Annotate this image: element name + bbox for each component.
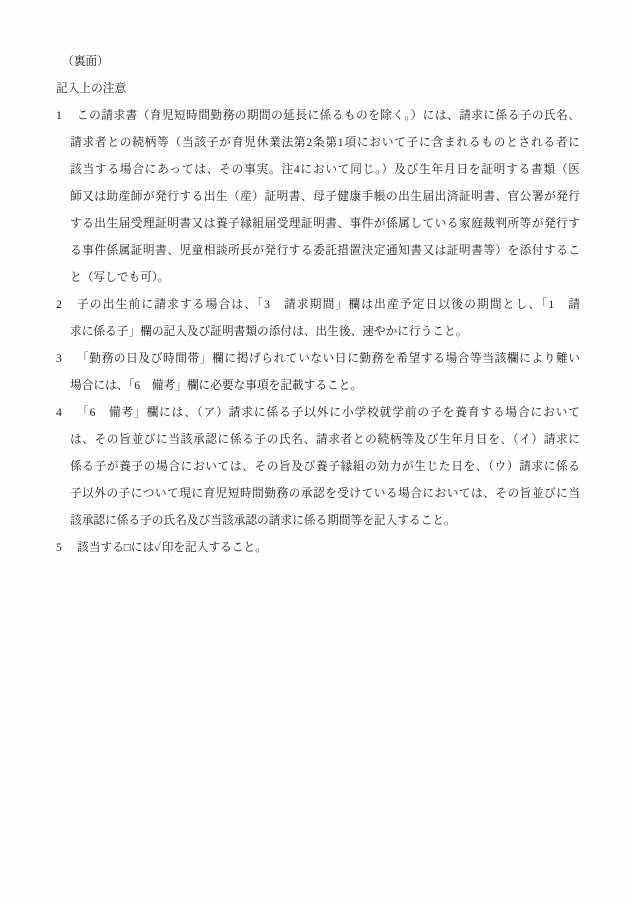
note-line: は、その旨並びに当該承認に係る子の氏名、請求者との続柄等及び生年月日を、（イ）請求に: [70, 433, 580, 446]
note-line: 子の出生前に請求する場合は、「3 請求期間」欄は出産予定日以後の期間とし、「1 請: [77, 298, 580, 311]
note-body: [70, 399, 580, 534]
note-line: 請求者との続柄等（当該子が育児休業法第2条第1項において子に含まれるものとされる者に: [70, 136, 580, 149]
note-line: この請求書（育児短時間勤務の期間の延長に係るものを除く。）には、請求に係る子の氏名、: [77, 109, 580, 122]
note-item: [56, 345, 580, 399]
note-number: 2: [56, 298, 62, 311]
note-item: [56, 102, 580, 291]
note-line: 該当する場合にあっては、その事実。注4において同じ。）及び生年月日を証明する書類（医: [70, 163, 580, 176]
note-number: 1: [56, 109, 62, 122]
note-line: と（写しでも可）。: [70, 271, 170, 284]
note-body: [70, 291, 580, 345]
note-body: [70, 102, 580, 291]
note-line: 「6 備考」欄には、（ア）請求に係る子以外に小学校就学前の子を養育する場合において: [77, 406, 580, 419]
note-line: 該承認に係る子の氏名及び当該承認の請求に係る期間等を記入すること。: [70, 514, 456, 527]
note-line: 場合には、「6 備考」欄に必要な事項を記載すること。: [70, 379, 363, 392]
note-line: 係る子が養子の場合においては、その旨及び養子縁組の効力が生じた日を、（ウ）請求に係る: [70, 460, 580, 473]
document-content: [56, 48, 580, 561]
note-number: 4: [56, 406, 62, 419]
note-number: 5: [56, 541, 62, 554]
note-line: る事件係属証明書、児童相談所長が発行する委託措置決定通知書又は証明書等）を添付するこ: [70, 244, 580, 257]
note-item: [56, 534, 580, 561]
note-item: [56, 291, 580, 345]
note-line: 「勤務の日及び時間帯」欄に掲げられていない日に勤務を希望する場合等当該欄により難い: [77, 352, 580, 365]
note-number: 3: [56, 352, 62, 365]
page-side-label: （裏面）: [62, 55, 109, 68]
notes-list: [56, 102, 580, 561]
note-body: [70, 534, 580, 561]
note-line: 求に係る子」欄の記入及び証明書類の添付は、出生後、速やかに行うこと。: [70, 325, 468, 338]
note-line: 師又は助産師が発行する出生（産）証明書、母子健康手帳の出生届出済証明書、官公署が発行: [70, 190, 580, 203]
notes-heading: 記入上の注意: [56, 82, 127, 95]
note-line: 該当する□には✓印を記入すること。: [77, 541, 267, 554]
note-body: [70, 345, 580, 399]
note-line: 子以外の子について現に育児短時間勤務の承認を受けている場合においては、その旨並びに当: [70, 487, 580, 500]
note-line: する出生届受理証明書又は養子縁組届受理証明書、事件が係属している家庭裁判所等が発行す: [70, 217, 580, 230]
note-item: [56, 399, 580, 534]
